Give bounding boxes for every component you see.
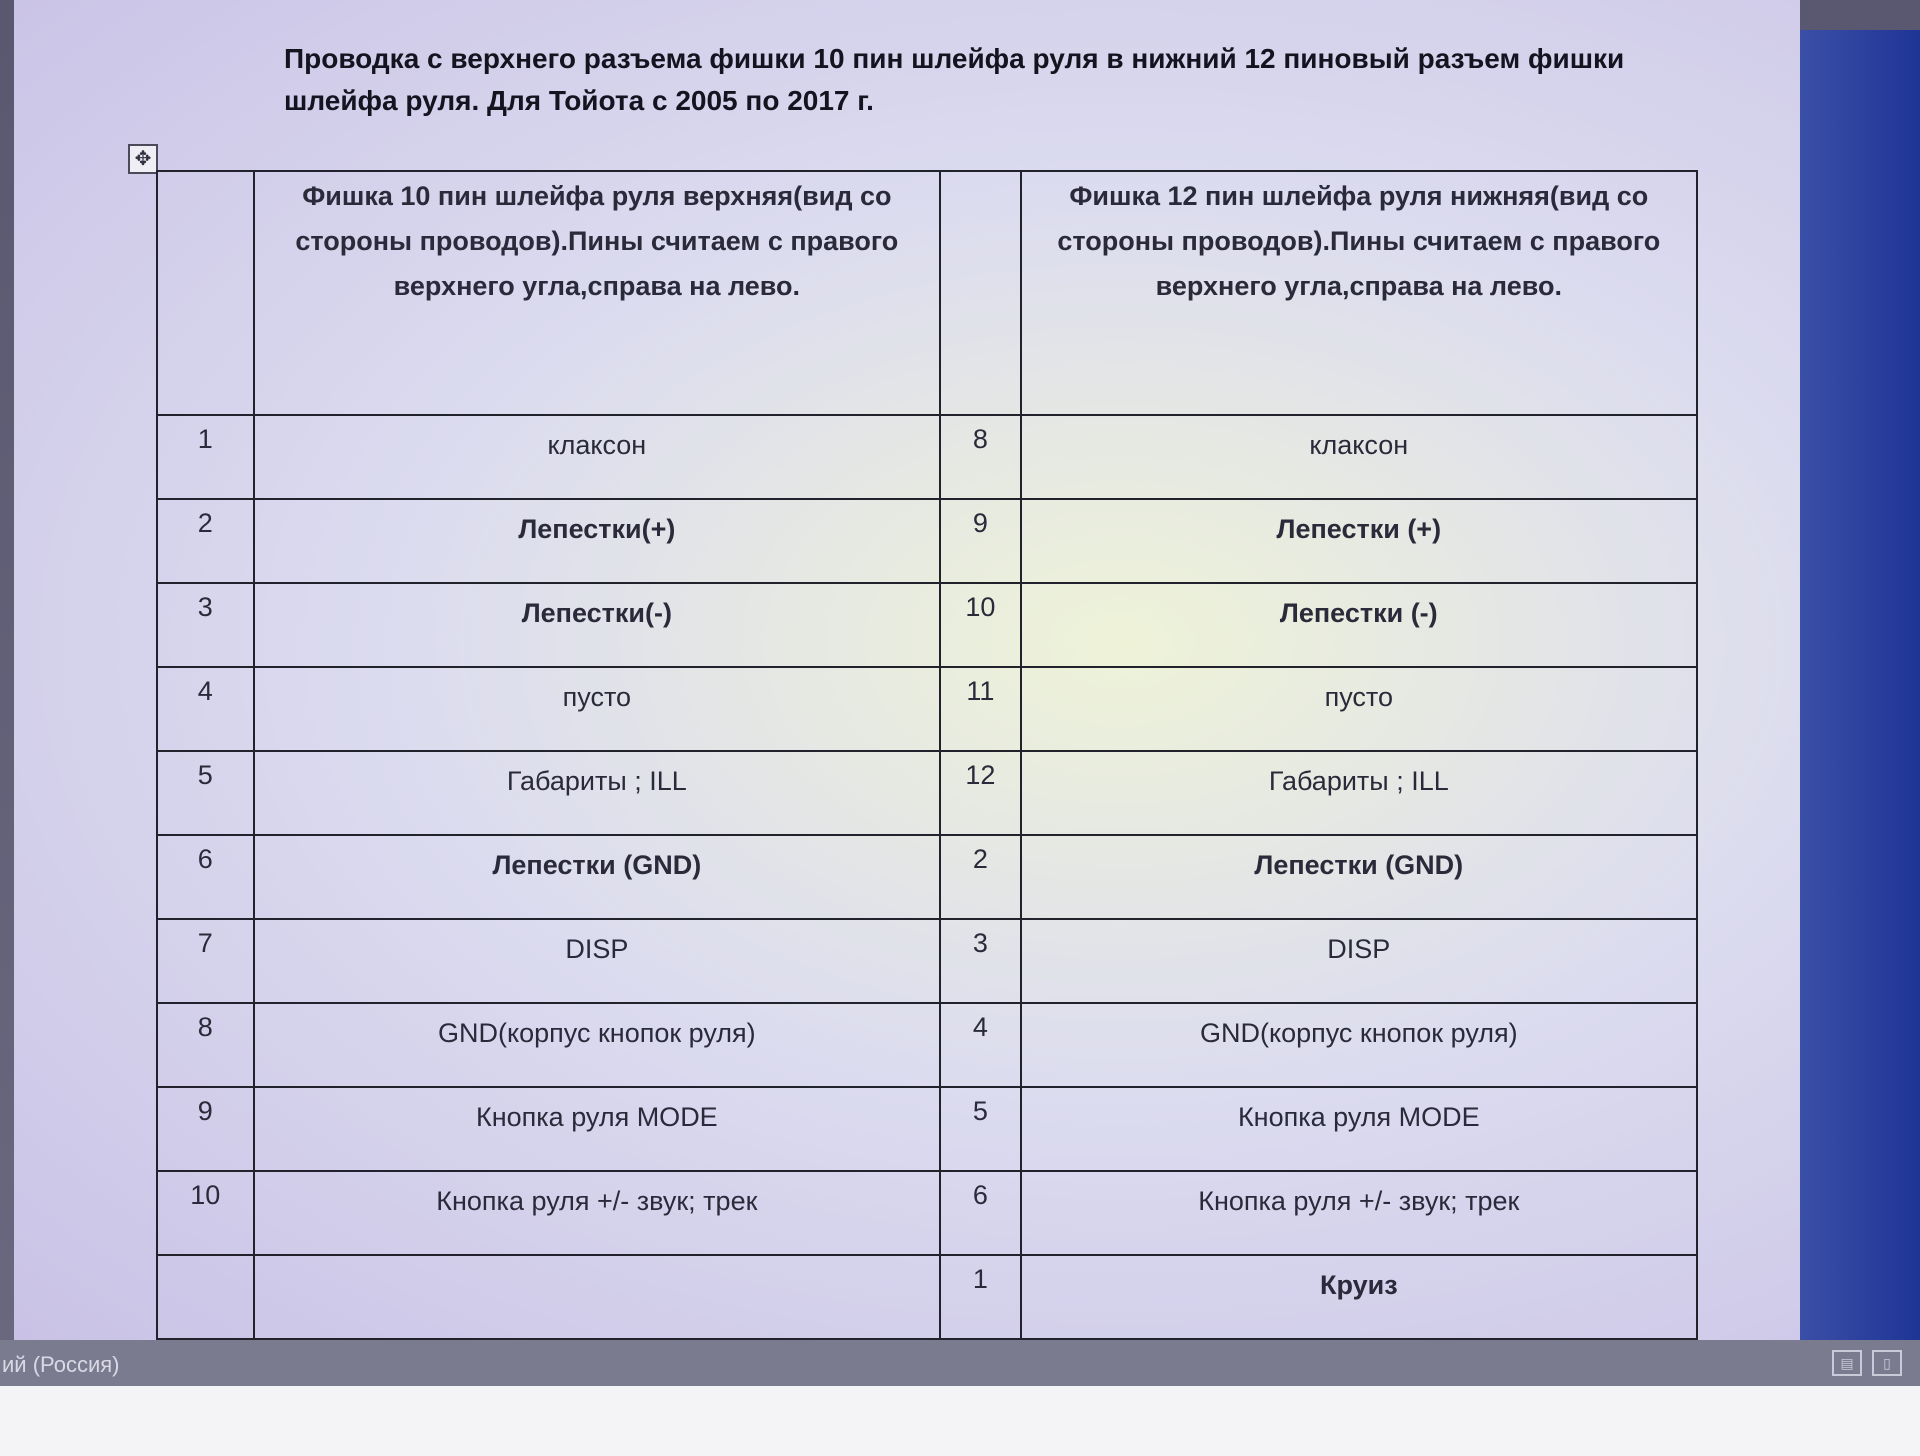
function-b-cell: Круиз <box>1021 1255 1697 1339</box>
table-row <box>157 1171 1697 1255</box>
table-row <box>157 1255 1697 1339</box>
pin-b-cell: 3 <box>940 919 1021 1003</box>
table-row <box>157 415 1697 499</box>
function-b-cell: Кнопка руля +/- звук; трек <box>1021 1171 1697 1255</box>
table-header-row <box>157 171 1697 415</box>
pin-b-cell: 8 <box>940 415 1021 499</box>
header-empty-cell <box>940 171 1021 415</box>
table-row <box>157 499 1697 583</box>
function-a-cell: GND(корпус кнопок руля) <box>254 1003 940 1087</box>
function-a-cell: Лепестки(-) <box>254 583 940 667</box>
move-icon[interactable]: ✥ <box>128 144 158 174</box>
table-row <box>157 835 1697 919</box>
pin-a-cell: 10 <box>157 1171 254 1255</box>
pin-b-cell: 9 <box>940 499 1021 583</box>
function-a-cell: DISP <box>254 919 940 1003</box>
document-title: Проводка с верхнего разъема фишки 10 пин шлейфа руля в нижний 12 пиновый разъем фишки шлейфа руля. Для Тойота с 2005 по 2017 г. <box>284 43 1625 116</box>
pin-b-cell: 12 <box>940 751 1021 835</box>
pin-b-cell: 10 <box>940 583 1021 667</box>
pin-b-cell: 6 <box>940 1171 1021 1255</box>
pin-b-cell: 4 <box>940 1003 1021 1087</box>
table-row <box>157 667 1697 751</box>
read-mode-icon[interactable]: ▯ <box>1872 1350 1902 1376</box>
function-b-cell: пусто <box>1021 667 1697 751</box>
function-a-cell: клаксон <box>254 415 940 499</box>
table-row <box>157 1087 1697 1171</box>
function-a-cell: пусто <box>254 667 940 751</box>
function-a-cell: Габариты ; ILL <box>254 751 940 835</box>
table-row <box>157 583 1697 667</box>
pin-b-cell: 2 <box>940 835 1021 919</box>
header-left-cell: Фишка 10 пин шлейфа руля верхняя(вид со стороны проводов).Пины считаем с правого верхнего угла,справа на лево. <box>254 171 940 415</box>
function-a-cell: Лепестки(+) <box>254 499 940 583</box>
function-b-cell: клаксон <box>1021 415 1697 499</box>
header-right-cell: Фишка 12 пин шлейфа руля нижняя(вид со стороны проводов).Пины считаем с правого верхнего угла,справа на лево. <box>1021 171 1697 415</box>
function-a-cell: Кнопка руля +/- звук; трек <box>254 1171 940 1255</box>
function-b-cell: DISP <box>1021 919 1697 1003</box>
bottom-area <box>0 1386 1920 1456</box>
pin-a-cell: 2 <box>157 499 254 583</box>
pin-a-cell: 9 <box>157 1087 254 1171</box>
function-a-cell: Кнопка руля MODE <box>254 1087 940 1171</box>
function-b-cell: Лепестки (+) <box>1021 499 1697 583</box>
pin-a-cell: 1 <box>157 415 254 499</box>
pin-a-cell: 5 <box>157 751 254 835</box>
pin-a-cell: 4 <box>157 667 254 751</box>
pin-a-cell: 8 <box>157 1003 254 1087</box>
function-b-cell: Лепестки (GND) <box>1021 835 1697 919</box>
print-layout-icon[interactable]: ▤ <box>1832 1350 1862 1376</box>
table-row <box>157 1003 1697 1087</box>
pin-a-cell: 6 <box>157 835 254 919</box>
table-row <box>157 751 1697 835</box>
pin-b-cell: 11 <box>940 667 1021 751</box>
language-indicator[interactable]: ий (Россия) <box>2 1352 120 1377</box>
status-bar <box>0 1340 1920 1386</box>
pin-a-cell: 7 <box>157 919 254 1003</box>
function-a-cell <box>254 1255 940 1339</box>
function-b-cell: Кнопка руля MODE <box>1021 1087 1697 1171</box>
window-background <box>1800 30 1920 1340</box>
function-a-cell: Лепестки (GND) <box>254 835 940 919</box>
function-b-cell: Лепестки (-) <box>1021 583 1697 667</box>
function-b-cell: Габариты ; ILL <box>1021 751 1697 835</box>
pin-b-cell: 1 <box>940 1255 1021 1339</box>
pin-a-cell <box>157 1255 254 1339</box>
table-row <box>157 919 1697 1003</box>
pin-a-cell: 3 <box>157 583 254 667</box>
header-empty-cell <box>157 171 254 415</box>
pinout-table <box>156 170 1698 1424</box>
pin-b-cell: 5 <box>940 1087 1021 1171</box>
function-b-cell: GND(корпус кнопок руля) <box>1021 1003 1697 1087</box>
view-buttons <box>1832 1350 1902 1376</box>
